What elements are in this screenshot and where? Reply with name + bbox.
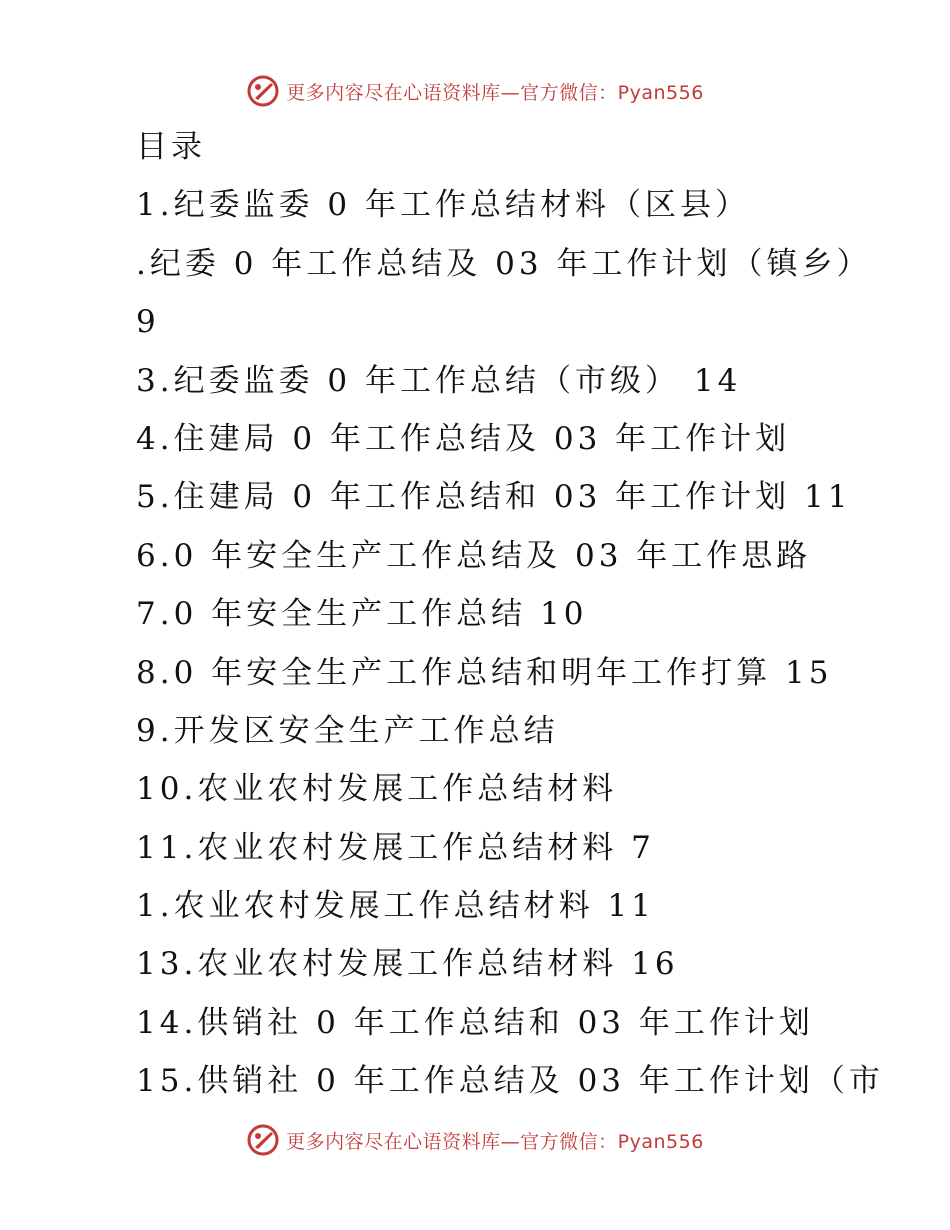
header-watermark-text: 更多内容尽在心语资料库—官方微信：Pyan556 [286, 81, 704, 104]
toc-entry: 6.0 年安全生产工作总结及 03 年工作思路 [136, 537, 812, 574]
toc-entry: 1.农业农村发展工作总结材料 11 [136, 888, 655, 925]
toc-entry: 1.纪委监委 0 年工作总结材料（区县） [136, 187, 751, 224]
table-of-contents [136, 118, 896, 1111]
toc-entry: 9 [136, 304, 160, 341]
toc-entry: 13.农业农村发展工作总结材料 16 [136, 946, 679, 983]
toc-entry: 4.住建局 0 年工作总结及 03 年工作计划 [136, 420, 791, 457]
toc-entry: 9.开发区安全生产工作总结 [136, 712, 559, 749]
brand-logo-icon [246, 1123, 280, 1157]
toc-entry: .纪委 0 年工作总结及 03 年工作计划（镇乡） [136, 245, 872, 282]
toc-title: 目录 [136, 129, 206, 165]
toc-entry: 5.住建局 0 年工作总结和 03 年工作计划 11 [136, 479, 852, 516]
footer-watermark-text: 更多内容尽在心语资料库—官方微信：Pyan556 [286, 1130, 704, 1153]
toc-entry: 15.供销社 0 年工作总结及 03 年工作计划（市 [136, 1063, 884, 1100]
toc-entry: 11.农业农村发展工作总结材料 7 [136, 829, 655, 866]
footer-watermark-banner [0, 1120, 950, 1160]
toc-entry: 8.0 年安全生产工作总结和明年工作打算 15 [136, 654, 833, 691]
toc-entry: 10.农业农村发展工作总结材料 [136, 771, 618, 808]
toc-entry: 7.0 年安全生产工作总结 10 [136, 596, 588, 633]
header-watermark-banner [0, 71, 950, 111]
toc-entry: 3.纪委监委 0 年工作总结（市级） 14 [136, 362, 742, 399]
brand-logo-icon [246, 74, 280, 108]
toc-entry: 14.供销社 0 年工作总结和 03 年工作计划 [136, 1004, 814, 1041]
